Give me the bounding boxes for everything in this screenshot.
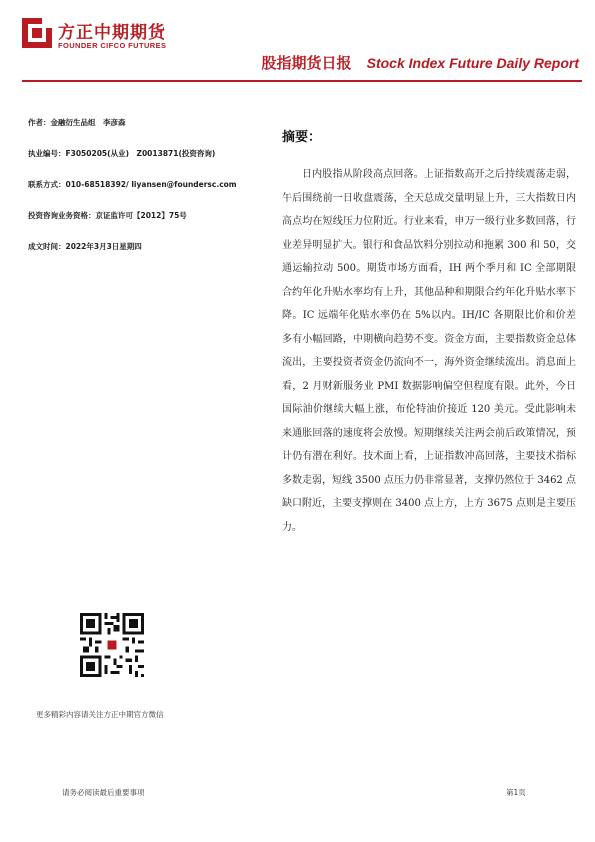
abstract-title: 摘要： — [282, 130, 322, 145]
footer-disclaimer: 请务必阅读最后重要事项 — [62, 788, 145, 797]
header-divider — [22, 80, 582, 82]
page-number: 第1页 — [506, 788, 526, 797]
logo-mark-icon — [22, 18, 52, 48]
qr-caption: 更多精彩内容请关注方正中期官方微信 — [36, 710, 164, 719]
date-line: 成文时间：2022年3月3日星期四 — [28, 242, 142, 251]
report-title-en: Stock Index Future Daily Report — [366, 55, 579, 71]
report-title — [262, 52, 579, 73]
wechat-qr-code-icon — [80, 613, 144, 677]
logo-text-en: FOUNDER CIFCO FUTURES — [58, 41, 167, 50]
qualification-line: 投资咨询业务资格：京证监许可【2012】75号 — [28, 211, 187, 220]
report-title-cn: 股指期货日报 — [261, 54, 352, 72]
author-line: 作者：金融衍生品组 李彦森 — [28, 118, 126, 127]
license-line: 执业编号：F3050205(从业) Z0013871(投资咨询) — [28, 149, 216, 158]
abstract-body: 日内股指从阶段高点回落。上证指数高开之后持续震荡走弱，午后围绕前一日收盘震荡，全天总成交量明显上升，三大指数日内高点均在短线压力位附近。行业来看，申万一级行业多数回落，行业差异明显扩大。银行和食品饮料分别拉动和拖累 300 和 50，交通运输拉动 500。期货市场方面看，IH 两个季月和 IC 全部期限合约年化升贴水率均有上升，其他品种和期限合约年化升贴水率下降。IC 远端年化贴水率仍在 5%以内。IH/IC 各期限比价和价差多有小幅回路，中期横向趋势不变。资金方面，主要指数资金总体流出，主要投资者资金仍流向不一，海外资金继续流出。消息面上看，2 月财新服务业 PMI 数据影响偏空但程度有限。此外，今日国际油价继续大幅上涨，布伦特油价接近 120 美元。受此影响未来通胀回落的速度将会放慢。短期继续关注两会前后政策情况，预计仍有潜在利好。技术面上看，上证指数冲高回落，主要技术指标多数走弱，短线 3500 点压力仍非常显著，支撑仍然位于 3462 点缺口附近，主要支撑则在 3400 点上方，上方 3675 点则是主要压力。 — [282, 169, 576, 533]
logo-text-cn: 方正中期期货 — [58, 23, 166, 43]
contact-line: 联系方式：010-68518392/ liyansen@foundersc.com — [28, 180, 237, 189]
company-logo — [22, 18, 212, 54]
